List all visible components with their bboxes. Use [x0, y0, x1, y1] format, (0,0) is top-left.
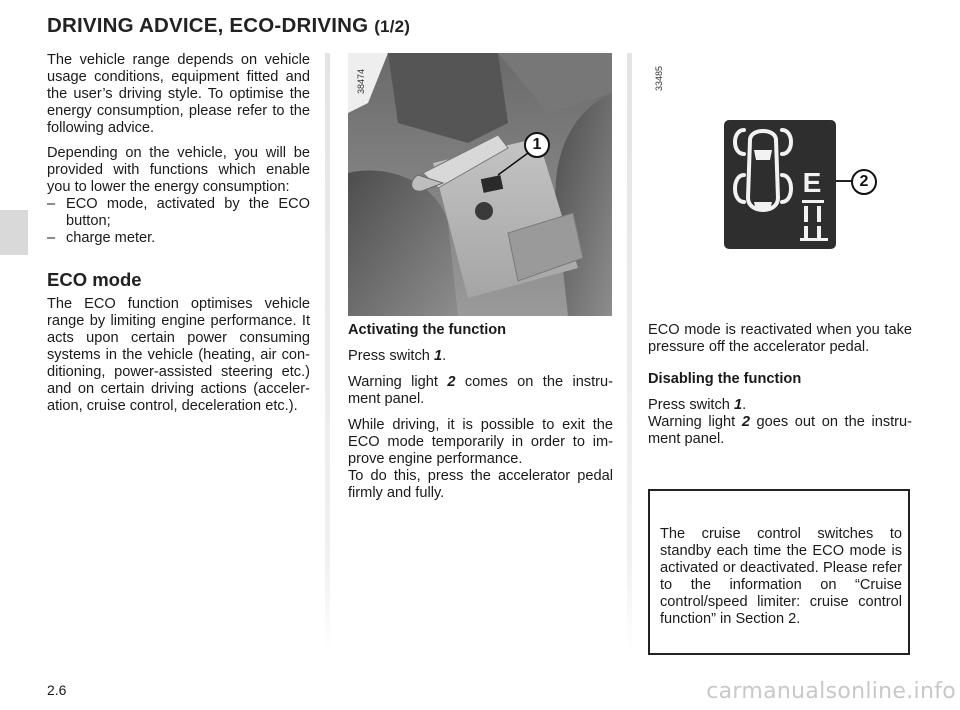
press-suffix: .: [442, 348, 447, 364]
press-switch-line: [648, 397, 912, 414]
title-part: (1/2): [374, 17, 411, 36]
callout-2: 2: [851, 169, 877, 195]
console-photo: [348, 53, 612, 316]
title-text: DRIVING ADVICE, ECO-DRIVING: [47, 14, 369, 37]
reactivated-text: ECO mode is reactivated when you take pressure off the accelerator pedal.: [648, 322, 912, 355]
warning-light-line: [348, 374, 613, 408]
press-number: 1: [433, 348, 443, 364]
exit-eco-text: While driving, it is possible to exit the ECO mode temporarily in order to im-prove engine performance.: [348, 417, 613, 467]
column-divider-left: [325, 53, 330, 653]
list-item: [47, 230, 310, 247]
warning-prefix: Warning light: [348, 374, 448, 390]
eco-warning-light: [724, 120, 836, 249]
activating-section: [348, 322, 613, 502]
list-item: [47, 196, 310, 230]
press-prefix: Press switch: [648, 397, 734, 413]
list-text: ECO mode, activated by the ECO button;: [66, 196, 310, 229]
warning-number: 2: [447, 374, 456, 390]
list-text: charge meter.: [66, 230, 156, 246]
activating-heading: Activating the function: [348, 322, 507, 338]
page-title: [47, 14, 410, 38]
note-text: The cruise control switches to standby each time the ECO mode is activated or deactivated. Please refer to the information on “Cruise control/speed limiter: cruise control function” in Section 2.: [660, 526, 902, 627]
intro-paragraph: The vehicle range depends on vehicle usage conditions, equipment fitted and the user’s driving style. To optimise the energy consumption, please refer to the following advice.: [47, 52, 310, 136]
eco-letter: E: [802, 167, 822, 198]
figure1-code: 38474: [356, 68, 366, 94]
functions-intro: Depending on the vehicle, you will be provided with functions which enable you to lower the energy consumption:: [47, 145, 310, 195]
section-tab: [0, 210, 28, 255]
eco-mode-heading: ECO mode: [47, 269, 142, 290]
warning-suffix: goes out on the instru-ment panel.: [648, 414, 913, 447]
press-number: 1: [733, 397, 743, 413]
list-dash: –: [47, 196, 56, 212]
warning-light-line: [648, 414, 912, 448]
callout-1: 1: [524, 132, 550, 158]
warning-prefix: Warning light: [648, 414, 742, 430]
eco-mode-paragraph: The ECO function optimises vehicle range by limiting engine performance. It acts upon certain power consuming systems in the vehicle (heating, air con-ditioning, power-assisted steering etc.) and on certain driving actions (acceler-ation, cruise control, deceleration etc.).: [47, 296, 310, 414]
column-divider-right: [627, 53, 632, 653]
reactivation-section: [648, 322, 912, 448]
press-switch-line: [348, 348, 613, 365]
warning-number: 2: [741, 414, 750, 430]
warning-suffix: comes on the instru-ment panel.: [348, 374, 613, 407]
press-prefix: Press switch: [348, 348, 434, 364]
car-eco-icon: [724, 120, 836, 249]
functions-paragraph: [47, 145, 310, 247]
page-number: 2.6: [47, 682, 67, 698]
press-suffix: .: [742, 397, 747, 413]
accelerator-text: To do this, press the accelerator pedal firmly and fully.: [348, 468, 613, 501]
console-illustration: [348, 53, 612, 316]
list-dash: –: [47, 230, 56, 246]
disabling-heading: Disabling the function: [648, 371, 802, 387]
watermark: carmanualsonline.info: [706, 679, 956, 704]
figure2-code: 33485: [654, 65, 664, 91]
cruise-control-note: [648, 489, 910, 655]
